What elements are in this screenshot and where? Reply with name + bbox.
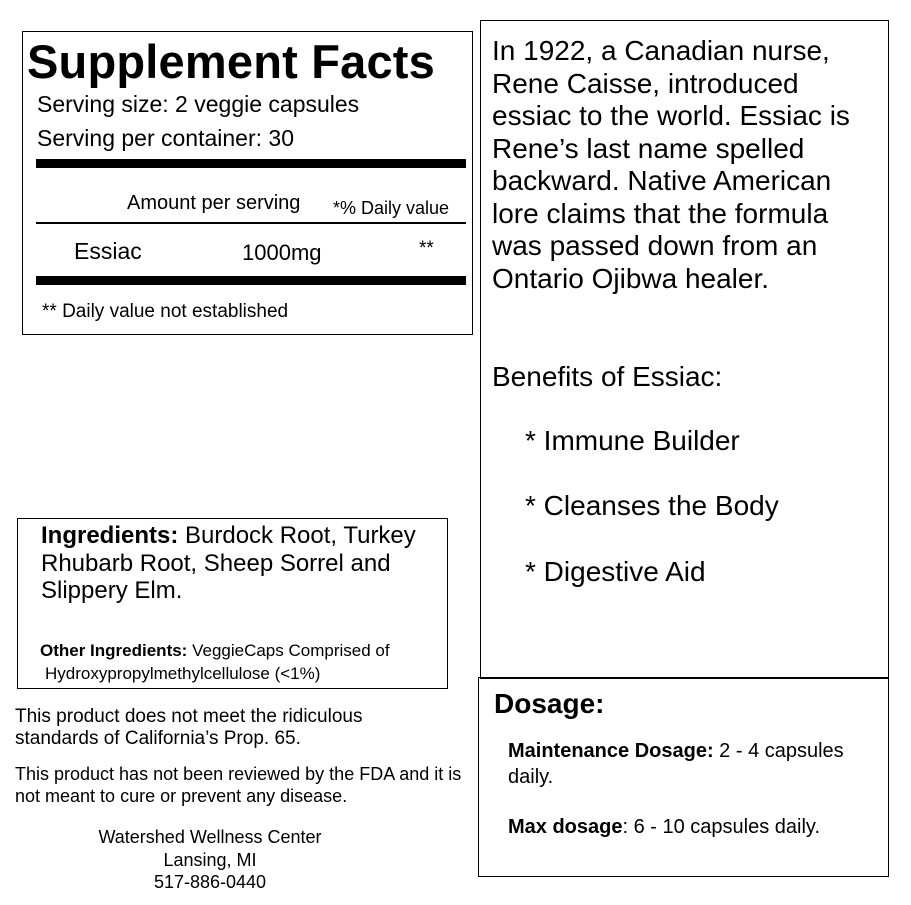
amount-per-serving-header: Amount per serving <box>127 192 301 214</box>
other-ingredients-label: Other Ingredients: <box>40 641 188 660</box>
maintenance-dosage-text: 2 - 4 capsules daily. <box>508 740 844 788</box>
fda-disclaimer: This product has not been reviewed by the FDA and it is not meant to cure or prevent any disease. <box>15 764 462 806</box>
ingredients-label: Ingredients: <box>41 522 179 549</box>
company-name: Watershed Wellness Center <box>98 827 322 847</box>
benefits-heading: Benefits of Essiac: <box>492 361 723 392</box>
maintenance-dosage <box>508 739 878 790</box>
prop65-disclaimer: This product does not meet the ridiculous standards of California’s Prop. 65. <box>15 706 363 749</box>
other-ingredients-text: VeggieCaps Comprised of <box>187 641 390 660</box>
serving-size: Serving size: 2 veggie capsules <box>37 91 360 117</box>
supplement-facts-title: Supplement Facts <box>27 35 436 88</box>
max-dosage-label: Max dosage <box>508 816 623 838</box>
dosage-heading: Dosage: <box>494 688 605 719</box>
other-ingredients <box>40 641 390 661</box>
ingredients-list: Burdock Root, Turkey Rhubarb Root, Sheep Sorrel and Slippery Elm. <box>41 522 416 604</box>
ingredient-amount: 1000mg <box>242 240 322 265</box>
thick-divider-bottom <box>36 276 466 285</box>
daily-value-footnote: ** Daily value not established <box>42 301 289 322</box>
ingredient-name: Essiac <box>74 238 142 264</box>
ingredient-daily-value: ** <box>419 238 434 259</box>
ingredients-panel <box>17 518 448 689</box>
thin-divider <box>36 222 466 224</box>
company-city: Lansing, MI <box>163 850 257 870</box>
supplement-facts-panel <box>22 31 473 335</box>
servings-per-container: Serving per container: 30 <box>37 125 294 151</box>
other-ingredients-continued: Hydroxypropylmethylcellulose (<1%) <box>45 664 321 683</box>
dosage-panel <box>478 677 889 877</box>
max-dosage <box>508 816 820 839</box>
benefit-item: * Immune Builder <box>525 425 740 456</box>
ingredients-text <box>41 522 441 605</box>
company-phone: 517-886-0440 <box>153 872 267 892</box>
max-dosage-text: : 6 - 10 capsules daily. <box>622 816 820 838</box>
thick-divider-top <box>36 159 466 168</box>
maintenance-dosage-label: Maintenance Dosage: <box>508 740 714 762</box>
history-paragraph: In 1922, a Canadian nurse, Rene Caisse, introduced essiac to the world. Essiac is Rene’s last name spelled backward. Native American lore claims that the formula was passed down from an Ontario Ojibwa healer. <box>492 35 850 294</box>
daily-value-header: *% Daily value <box>333 198 450 218</box>
history-benefits-panel <box>480 20 889 679</box>
benefit-item: * Cleanses the Body <box>525 490 779 521</box>
benefit-item: * Digestive Aid <box>525 556 706 587</box>
